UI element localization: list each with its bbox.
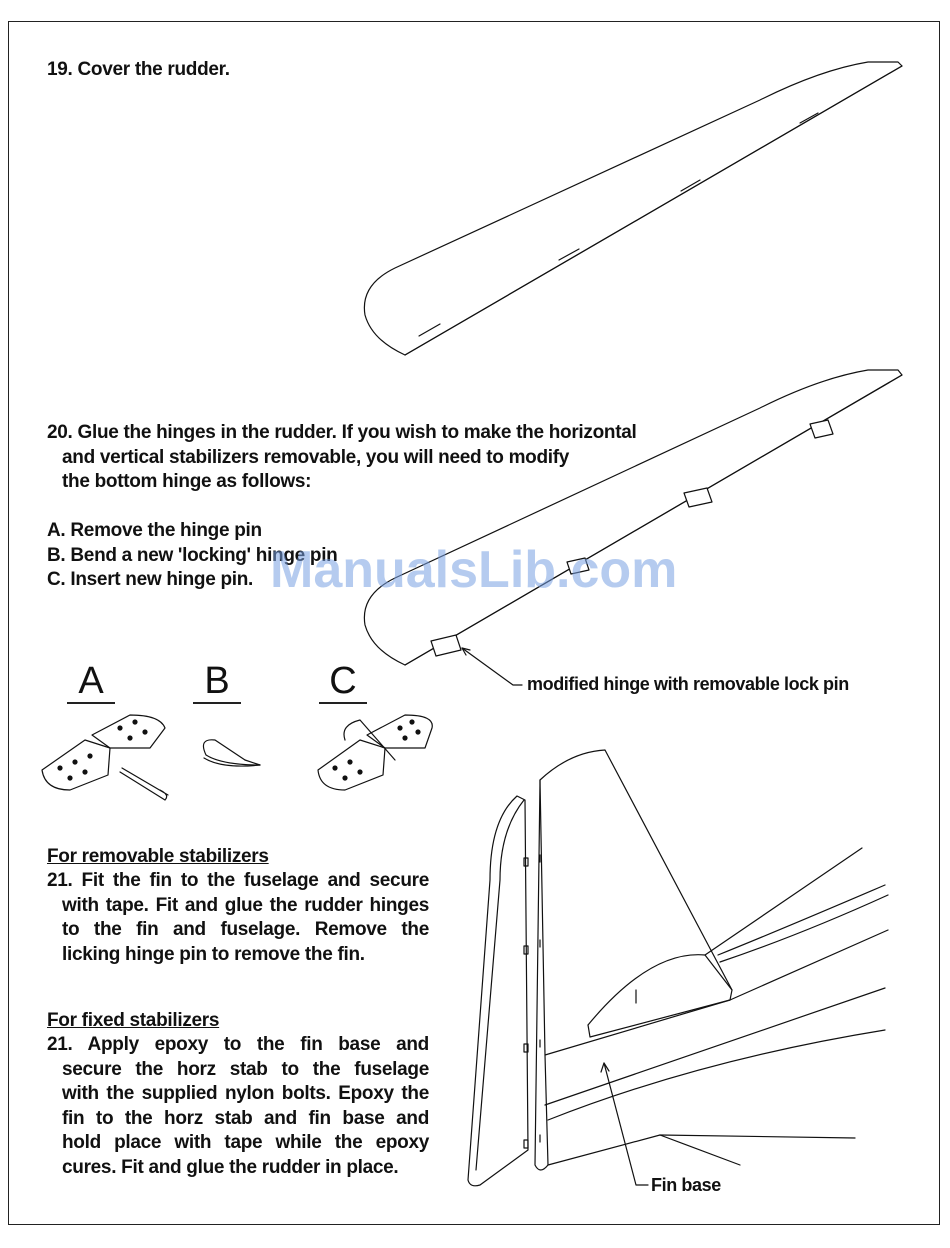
substep-b: B. Bend a new 'locking' hinge pin bbox=[47, 544, 338, 566]
hinge-a-illustration bbox=[42, 715, 168, 800]
substep-a: A. Remove the hinge pin bbox=[47, 520, 262, 541]
fixed-line-3: with the supplied nylon bolts. Epoxy the bbox=[62, 1083, 429, 1104]
label-c-underline bbox=[319, 702, 367, 704]
removable-line-3: to the fin and fuselage. Remove the bbox=[62, 919, 429, 940]
fixed-line-4: fin to the horz stab and fin base and bbox=[62, 1107, 429, 1129]
substep-c: C. Insert new hinge pin. bbox=[47, 569, 254, 590]
step-20-line-2: and vertical stabilizers removable, you will need to modify bbox=[62, 446, 570, 468]
removable-line-4: licking hinge pin to remove the fin. bbox=[62, 943, 365, 965]
fixed-line-5: hold place with tape while the epoxy bbox=[62, 1132, 429, 1153]
step-20-instructions bbox=[47, 421, 637, 495]
label-a: A bbox=[78, 660, 104, 702]
removable-line-1: 21. Fit the fin to the fuselage and secure bbox=[47, 870, 429, 891]
removable-heading: For removable stabilizers bbox=[47, 846, 269, 867]
fixed-line-2: secure the horz stab to the fuselage bbox=[62, 1058, 429, 1080]
fixed-instructions bbox=[47, 1033, 429, 1180]
tail-fin-assembly-illustration bbox=[468, 750, 888, 1186]
label-c: C bbox=[329, 660, 357, 702]
fixed-line-6: cures. Fit and glue the rudder in place. bbox=[62, 1156, 399, 1178]
step-20-line-1: 20. Glue the hinges in the rudder. If you wish to make the horizontal bbox=[47, 422, 637, 443]
rudder-covered-illustration bbox=[364, 62, 902, 355]
step-20-line-3: the bottom hinge as follows: bbox=[62, 471, 312, 492]
step-19-text: 19. Cover the rudder. bbox=[47, 59, 230, 80]
label-b-underline bbox=[193, 702, 241, 704]
modified-hinge-callout: modified hinge with removable lock pin bbox=[527, 674, 849, 694]
label-b: B bbox=[204, 660, 230, 702]
removable-line-2: with tape. Fit and glue the rudder hinges bbox=[62, 894, 429, 916]
label-a-underline bbox=[67, 702, 115, 704]
removable-instructions bbox=[47, 869, 429, 967]
locking-pin-b-illustration bbox=[203, 740, 260, 766]
rudder-hinges-illustration bbox=[364, 370, 902, 685]
hinge-c-illustration bbox=[318, 715, 432, 790]
fin-base-callout: Fin base bbox=[651, 1175, 721, 1195]
watermark: ManualsLib.com bbox=[270, 541, 678, 599]
fixed-heading: For fixed stabilizers bbox=[47, 1010, 220, 1031]
fixed-line-1: 21. Apply epoxy to the fin base and bbox=[47, 1034, 429, 1055]
